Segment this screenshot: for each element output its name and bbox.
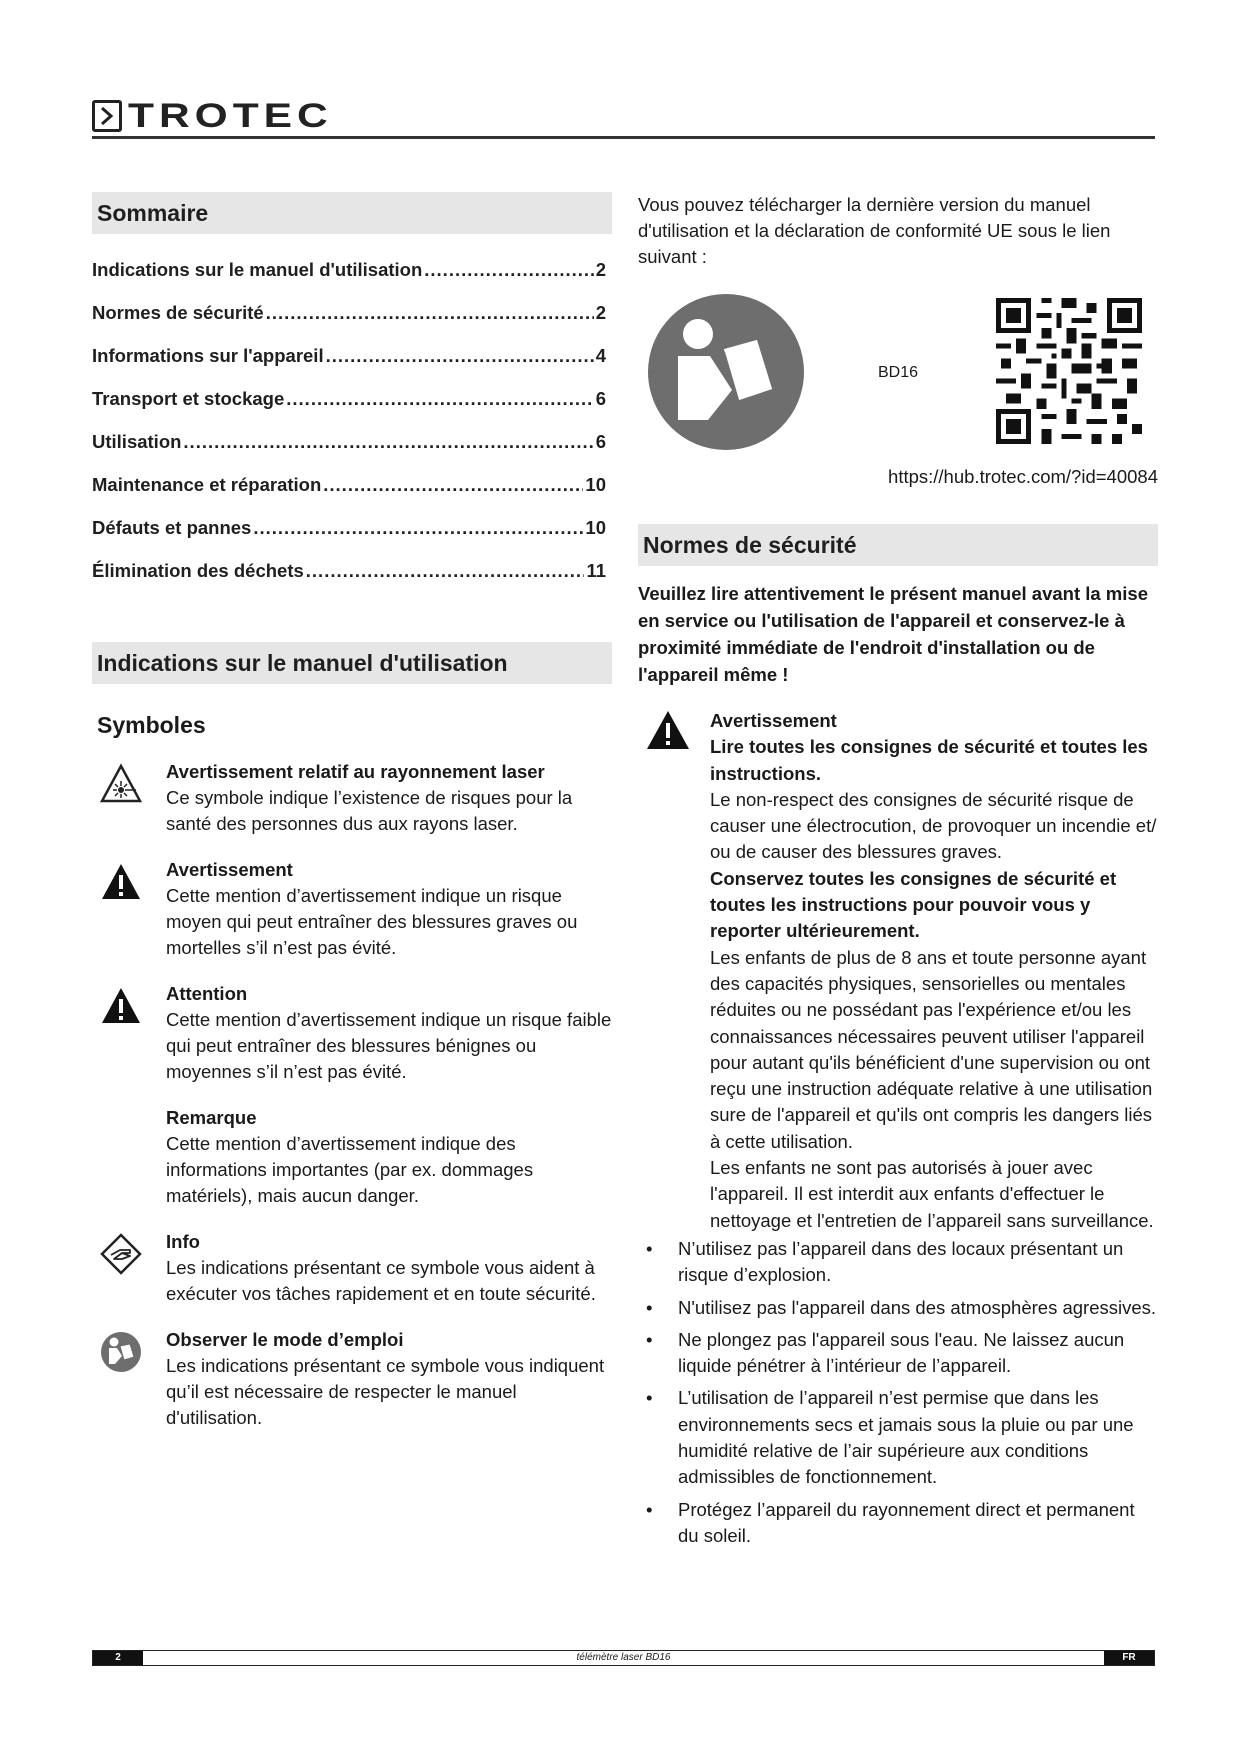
toc-item[interactable] (92, 377, 612, 420)
symbol-text: Ce symbole indique l’existence de risques pour la santé des personnes dus aux rayons laser. (166, 787, 573, 834)
read-manual-icon (100, 1331, 142, 1373)
warning-bold-2: Conservez toutes les consignes de sécurité et toutes les instructions pour pouvoir vous y reporter ultérieurement. (710, 867, 1117, 942)
warning-icon (100, 861, 142, 903)
safety-lead: Veuillez lire attentivement le présent manuel avant la mise en service ou l'utilisation de l'appareil et conservez-le à proximité immédiate de l'endroit d'installation ou de l'appareil même ! (638, 583, 1148, 685)
symbol-text: Les indications présentant ce symbole vous indiquent qu’il est nécessaire de respecter le manuel d'utilisation. (166, 1355, 605, 1428)
safety-warning (638, 708, 1158, 1234)
warning-text-2: Les enfants de plus de 8 ans et toute personne ayant des capacités physiques, sensorielles ou mentales réduites ou ne possédant pas l'expérience et/ou les connaissances nécessaires peuvent utiliser l'appareil pour autant qu'ils bénéficient d'une supervision ou ont reçu une instruction adéquate relative à une utilisation sure de l'appareil et qu'ils ont compris les dangers liés à cette utilisation. (710, 946, 1153, 1152)
toc-item-title: Élimination des déchets (92, 559, 304, 581)
toc-item[interactable] (92, 549, 612, 592)
warning-text-1: Le non-respect des consignes de sécurité risque de causer une électrocution, de provoquer un incendie et/ ou de causer des blessures graves. (710, 788, 1157, 863)
safety-heading: Normes de sécurité (638, 524, 1158, 566)
brand-name: TROTEC (128, 96, 333, 135)
symbol-laser (92, 759, 612, 837)
symbol-text: Cette mention d’avertissement indique des informations importantes (par ex. dommages matériels), mais aucun danger. (166, 1133, 534, 1206)
toc-item[interactable] (92, 291, 612, 334)
header-divider (92, 136, 1155, 139)
toc-item-page: 10 (585, 473, 606, 495)
symbol-title: Attention (166, 983, 248, 1004)
toc-item[interactable] (92, 334, 612, 377)
warning-title: Avertissement (710, 710, 837, 731)
toc-item-title: Maintenance et réparation (92, 473, 322, 495)
toc-item-page: 6 (595, 387, 606, 409)
right-column (638, 192, 1158, 1555)
toc-item-page: 2 (595, 258, 606, 280)
list-item: • L’utilisation de l’appareil n’est permise que dans les environnements secs et jamais sous la pluie ou par une humidité relative de l’air supérieure aux conditions admissibles de fonctionnement. (638, 1385, 1158, 1490)
page-number: 2 (93, 1651, 143, 1665)
toc-item-page: 2 (595, 301, 606, 323)
warning-bold-1: Lire toutes les consignes de sécurité et toutes les instructions. (710, 736, 1148, 784)
symbol-title: Observer le mode d’emploi (166, 1329, 404, 1350)
chevron-right-icon (92, 100, 122, 132)
symbol-remark (92, 1105, 612, 1209)
toc-item-title: Informations sur l'appareil (92, 344, 324, 366)
symbol-warning (92, 857, 612, 961)
download-text: Vous pouvez télécharger la dernière version du manuel d'utilisation et la déclaration de conformité UE sous le lien suivant : (638, 194, 1111, 267)
toc-item-title: Défauts et pannes (92, 516, 252, 538)
brand-logo (92, 96, 333, 136)
safety-bullet-list (638, 1236, 1158, 1549)
table-of-contents (92, 248, 612, 592)
list-item: • N'utilisez pas l'appareil dans des atmosphères agressives. (638, 1295, 1158, 1321)
list-item: • N’utilisez pas l’appareil dans des locaux présentant un risque d’explosion. (638, 1236, 1158, 1289)
warning-text-3: Les enfants ne sont pas autorisés à jouer avec l'appareil. Il est interdit aux enfants d'effectuer le nettoyage et l'entretien de l’appareil sans surveillance. (710, 1157, 1154, 1231)
symbol-title: Info (166, 1231, 200, 1252)
toc-item[interactable] (92, 248, 612, 291)
laser-warning-icon (100, 763, 142, 805)
list-item: • Ne plongez pas l'appareil sous l'eau. Ne laissez aucun liquide pénétrer à l’intérieur de l’appareil. (638, 1327, 1158, 1380)
symbols-heading: Symboles (97, 712, 206, 738)
caution-icon (100, 985, 142, 1027)
toc-item[interactable] (92, 506, 612, 549)
left-column (92, 192, 612, 1431)
symbol-title: Remarque (166, 1107, 257, 1128)
symbol-title: Avertissement relatif au rayonnement laser (166, 761, 545, 782)
footer-title: télémètre laser BD16 (576, 1652, 671, 1663)
toc-item-title: Transport et stockage (92, 387, 285, 409)
model-label: BD16 (878, 364, 919, 381)
qr-code-icon[interactable] (996, 298, 1142, 444)
toc-heading: Sommaire (92, 192, 612, 234)
info-hand-icon (100, 1233, 142, 1275)
symbol-text: Les indications présentant ce symbole vous aident à exécuter vos tâches rapidement et en toute sécurité. (166, 1257, 596, 1304)
toc-item-page: 4 (595, 344, 606, 366)
download-block (638, 292, 1158, 562)
list-item: • Protégez l’appareil du rayonnement direct et permanent du soleil. (638, 1497, 1158, 1550)
toc-item[interactable] (92, 420, 612, 463)
toc-item-title: Indications sur le manuel d'utilisation (92, 258, 423, 280)
toc-item-title: Normes de sécurité (92, 301, 264, 323)
symbol-text: Cette mention d’avertissement indique un risque faible qui peut entraîner des blessures bénignes ou moyennes s’il n’est pas évité. (166, 1009, 612, 1082)
toc-item-page: 11 (586, 559, 606, 581)
symbol-info (92, 1229, 612, 1307)
toc-item[interactable] (92, 463, 612, 506)
toc-item-page: 6 (595, 430, 606, 452)
manual-section-heading: Indications sur le manuel d'utilisation (92, 642, 612, 684)
page-header (92, 96, 1155, 142)
read-manual-icon (646, 292, 806, 452)
symbol-text: Cette mention d’avertissement indique un risque moyen qui peut entraîner des blessures graves ou mortelles s’il n’est pas évité. (166, 885, 578, 958)
symbol-read-manual (92, 1327, 612, 1431)
warning-icon (646, 710, 690, 750)
download-url-link[interactable]: https://hub.trotec.com/?id=40084 (888, 466, 1158, 487)
symbol-attention (92, 981, 612, 1085)
language-badge: FR (1104, 1651, 1154, 1665)
toc-item-title: Utilisation (92, 430, 182, 452)
page-footer (92, 1650, 1155, 1666)
symbol-title: Avertissement (166, 859, 293, 880)
toc-item-page: 10 (585, 516, 606, 538)
